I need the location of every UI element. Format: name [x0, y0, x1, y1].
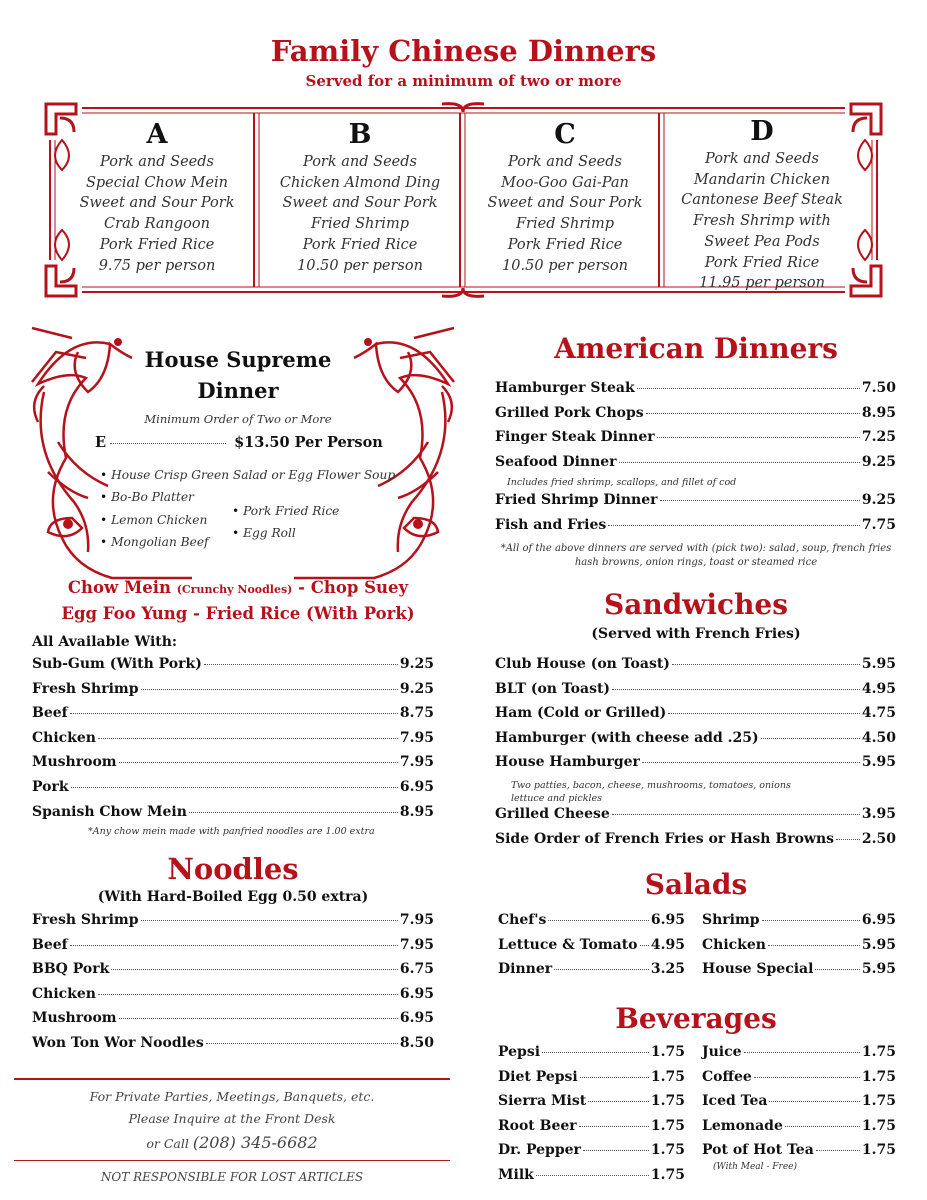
house-hamburger-note-line1: Two patties, bacon, cheese, mushrooms, tomatoes, onions — [511, 779, 791, 791]
dot-leader — [71, 787, 398, 788]
menu-row — [32, 705, 434, 730]
menu-item: Pork and Seeds — [100, 154, 214, 170]
menu-item: Sweet and Sour Pork — [79, 195, 235, 212]
item-name: Coffee — [702, 1068, 752, 1085]
dinner-price: 10.50 per person — [297, 257, 423, 274]
item-name: Lemonade — [702, 1117, 783, 1134]
item-price: 5.95 — [861, 936, 896, 953]
sandwiches-title: Sandwiches — [603, 588, 789, 621]
item-name: Finger Steak Dinner — [495, 429, 655, 446]
dot-leader — [111, 969, 398, 970]
item-price: 5.95 — [861, 656, 896, 672]
menu-row — [702, 937, 896, 962]
item-price: 1.75 — [650, 1166, 685, 1183]
house-supreme-letter: E — [95, 434, 107, 451]
item-price: 6.75 — [399, 961, 434, 978]
dot-leader — [70, 713, 398, 714]
menu-row — [495, 492, 896, 517]
item-name: Sub-Gum (With Pork) — [32, 656, 202, 672]
menu-row — [498, 937, 685, 962]
dot-leader — [612, 689, 860, 690]
house-supreme-item: • Lemon Chicken — [100, 513, 207, 527]
item-price: 1.75 — [650, 1142, 685, 1159]
american-note-line2: hash browns, onion rings, toast or steamed rice — [574, 557, 818, 568]
item-name: Lettuce & Tomato — [498, 936, 638, 953]
item-name: Side Order of French Fries or Hash Browns — [495, 830, 835, 847]
chow-mein-label: Chow Mein — [67, 578, 177, 597]
salads-right-list — [702, 912, 896, 986]
menu-row — [495, 380, 896, 405]
menu-row — [32, 1010, 434, 1035]
item-name: Pepsi — [498, 1044, 541, 1060]
item-name: Pot of Hot Tea — [702, 1142, 814, 1159]
item-price: 5.95 — [861, 754, 896, 771]
menu-row — [32, 1035, 434, 1060]
beverages-left-list — [498, 1044, 685, 1192]
menu-row — [702, 1118, 896, 1143]
item-price: 6.95 — [861, 912, 896, 928]
beverages-right-list — [702, 1044, 896, 1167]
menu-row — [495, 517, 896, 542]
item-price: 6.95 — [399, 778, 434, 795]
item-price: 8.95 — [861, 404, 896, 421]
menu-row — [32, 754, 434, 779]
item-name: Sierra Mist — [498, 1093, 587, 1110]
american-dinners-title: American Dinners — [554, 332, 838, 365]
noodles-list — [32, 912, 434, 1060]
item-name: Club House (on Toast) — [495, 656, 670, 672]
item-name: Beef — [32, 936, 68, 953]
item-name: Grilled Pork Chops — [495, 404, 644, 421]
dinner-letter: D — [750, 116, 774, 147]
dot-leader — [640, 945, 649, 946]
item-price: 1.75 — [861, 1093, 896, 1110]
dot-leader — [548, 920, 648, 921]
item-name: Chicken — [702, 936, 766, 953]
menu-row — [495, 806, 896, 831]
item-price: 9.25 — [861, 492, 896, 509]
dot-leader — [762, 920, 860, 921]
menu-row — [32, 804, 434, 829]
family-dinner-d — [672, 115, 852, 294]
seafood-note: Includes fried shrimp, scallops, and fillet of cod — [507, 477, 737, 489]
menu-row — [498, 1044, 685, 1069]
item-price: 7.95 — [399, 754, 434, 771]
dot-leader — [583, 1150, 649, 1151]
item-name: Chicken — [32, 985, 96, 1002]
family-dinners-subtitle: Served for a minimum of two or more — [305, 72, 622, 90]
dot-leader — [608, 525, 860, 526]
house-hamburger-note-line2: lettuce and pickles — [511, 792, 602, 804]
menu-row — [495, 754, 896, 779]
dot-leader — [816, 1150, 860, 1151]
item-name: Milk — [498, 1166, 534, 1183]
item-price: 8.50 — [399, 1034, 434, 1051]
item-price: 3.25 — [650, 961, 685, 978]
item-name: House Special — [702, 961, 814, 978]
noodles-subtitle: (With Hard-Boiled Egg 0.50 extra) — [97, 889, 369, 905]
footer-call-label: or Call — [146, 1136, 193, 1151]
american-dinners-note — [476, 542, 916, 570]
menu-item: Pork and Seeds — [303, 154, 417, 170]
dinner-letter: A — [146, 119, 168, 150]
footer-call — [14, 1133, 450, 1152]
menu-row — [498, 1167, 685, 1192]
item-name: Chicken — [32, 729, 96, 746]
dot-leader — [672, 664, 860, 665]
menu-row — [702, 1093, 896, 1118]
menu-item: Pork Fried Rice — [99, 236, 215, 253]
dot-leader — [554, 969, 649, 970]
sandwiches-subtitle: (Served with French Fries) — [591, 626, 801, 642]
item-name: BBQ Pork — [32, 961, 110, 978]
dot-leader — [646, 413, 860, 414]
menu-item: Special Chow Mein — [85, 174, 229, 191]
item-price: 6.95 — [650, 912, 685, 928]
item-name: Fish and Fries — [495, 516, 607, 533]
house-supreme-minimum: Minimum Order of Two or More — [144, 412, 332, 426]
item-price: 5.95 — [861, 961, 896, 978]
dot-leader — [785, 1126, 860, 1127]
item-price: 9.25 — [399, 680, 434, 697]
dot-leader — [754, 1077, 860, 1078]
salads-left-list — [498, 912, 685, 986]
item-price: 6.95 — [399, 1010, 434, 1027]
all-available-label: All Available With: — [32, 634, 178, 650]
item-price: 2.50 — [861, 830, 896, 847]
dot-leader — [119, 1018, 398, 1019]
american-note-line1: *All of the above dinners are served with (pick two): salad, soup, french fries — [500, 543, 892, 554]
dot-leader — [612, 814, 860, 815]
menu-row — [495, 405, 896, 430]
dot-leader — [836, 839, 860, 840]
dot-leader — [769, 1101, 859, 1102]
item-name: Juice — [702, 1044, 742, 1060]
menu-item: Sweet and Sour Pork — [487, 195, 643, 212]
menu-row — [32, 937, 434, 962]
house-supreme-price-row — [95, 434, 395, 451]
menu-item: Chicken Almond Ding — [279, 174, 441, 191]
dot-leader — [189, 812, 398, 813]
item-price: 1.75 — [861, 1044, 896, 1060]
menu-item: Pork and Seeds — [508, 154, 622, 170]
menu-row — [495, 730, 896, 755]
menu-row — [702, 1044, 896, 1069]
menu-row — [495, 656, 896, 681]
item-name: Shrimp — [702, 912, 760, 928]
item-name: Fried Shrimp Dinner — [495, 492, 658, 509]
dot-leader — [579, 1126, 649, 1127]
menu-row — [32, 681, 434, 706]
menu-row — [495, 705, 896, 730]
item-price: 4.50 — [861, 729, 896, 746]
dot-leader — [141, 920, 398, 921]
beverages-title: Beverages — [615, 1002, 777, 1035]
menu-item: Sweet Pea Pods — [704, 233, 820, 250]
item-price: 3.95 — [861, 805, 896, 822]
chow-mein-heading-line2: Egg Foo Yung - Fried Rice (With Pork) — [61, 604, 415, 623]
item-name: Dinner — [498, 961, 553, 978]
item-name: Ham (Cold or Grilled) — [495, 705, 667, 722]
item-price: 9.25 — [399, 656, 434, 672]
chop-suey-label: - Chop Suey — [292, 578, 409, 597]
house-supreme-item: • Bo-Bo Platter — [100, 490, 194, 504]
family-dinners-title: Family Chinese Dinners — [270, 34, 657, 68]
dot-leader — [588, 1101, 649, 1102]
menu-item: Moo-Goo Gai-Pan — [501, 174, 629, 191]
house-supreme-item: • Mongolian Beef — [100, 535, 209, 549]
menu-item: Crab Rangoon — [104, 216, 210, 233]
house-supreme-title-line2: Dinner — [197, 378, 279, 403]
item-price: 7.25 — [861, 429, 896, 446]
item-price: 1.75 — [861, 1117, 896, 1134]
house-hamburger-note — [511, 779, 896, 806]
menu-row — [32, 730, 434, 755]
family-dinner-a — [62, 118, 252, 276]
item-price: 4.75 — [861, 705, 896, 722]
family-dinner-b — [264, 118, 456, 276]
menu-row — [702, 961, 896, 986]
item-name: Won Ton Wor Noodles — [32, 1034, 204, 1051]
dot-leader — [815, 969, 859, 970]
menu-row — [495, 429, 896, 454]
dinner-price: 10.50 per person — [502, 257, 628, 274]
dot-leader — [761, 738, 860, 739]
house-supreme-title — [118, 344, 358, 406]
item-price: 1.75 — [650, 1117, 685, 1134]
dot-leader — [110, 443, 226, 444]
menu-row — [495, 454, 896, 479]
item-price: 8.75 — [399, 705, 434, 722]
menu-item: Pork Fried Rice — [302, 236, 418, 253]
lost-articles-notice: NOT RESPONSIBLE FOR LOST ARTICLES — [100, 1170, 364, 1184]
item-price: 1.75 — [650, 1093, 685, 1110]
dot-leader — [657, 437, 860, 438]
item-name: Spanish Chow Mein — [32, 803, 187, 820]
dot-leader — [637, 388, 860, 389]
sandwiches-list — [495, 656, 896, 855]
menu-row — [495, 831, 896, 856]
salads-title: Salads — [644, 868, 748, 901]
item-price: 1.75 — [650, 1044, 685, 1060]
item-price: 4.95 — [861, 680, 896, 697]
house-supreme-item: • House Crisp Green Salad or Egg Flower Soup — [100, 468, 395, 482]
dot-leader — [580, 1077, 649, 1078]
american-dinners-list — [495, 380, 896, 542]
menu-row — [32, 912, 434, 937]
dinner-price: 9.75 per person — [98, 257, 216, 274]
footer-divider-bottom — [14, 1160, 450, 1161]
menu-item: Cantonese Beef Steak — [681, 192, 843, 209]
item-price: 7.75 — [861, 516, 896, 533]
item-name: Mushroom — [32, 754, 117, 771]
menu-item: Pork and Seeds — [705, 151, 819, 167]
chow-mein-list — [32, 656, 434, 828]
family-dinner-c — [470, 118, 660, 276]
item-price: 1.75 — [861, 1068, 896, 1085]
dot-leader — [536, 1175, 649, 1176]
crunchy-noodles-label: (Crunchy Noodles) — [176, 583, 293, 596]
item-price: 7.95 — [399, 936, 434, 953]
item-name: Dr. Pepper — [498, 1142, 581, 1159]
dinner-price: 11.95 per person — [699, 275, 825, 292]
item-price: 7.50 — [861, 380, 896, 396]
item-name: Beef — [32, 705, 68, 722]
menu-row — [498, 961, 685, 986]
menu-item: Sweet and Sour Pork — [282, 195, 438, 212]
item-name: Seafood Dinner — [495, 453, 617, 470]
item-price: 8.95 — [399, 803, 434, 820]
house-supreme-item: • Pork Fried Rice — [232, 504, 339, 518]
item-price: 9.25 — [861, 453, 896, 470]
dot-leader — [204, 664, 398, 665]
footer-divider-top — [14, 1078, 450, 1080]
item-name: BLT (on Toast) — [495, 680, 611, 697]
hot-tea-note: (With Meal - Free) — [713, 1162, 798, 1172]
house-supreme-price: $13.50 Per Person — [234, 434, 383, 451]
item-name: House Hamburger — [495, 754, 640, 771]
menu-row — [498, 1118, 685, 1143]
dot-leader — [660, 500, 860, 501]
item-name: Grilled Cheese — [495, 805, 610, 822]
item-name: Fresh Shrimp — [32, 680, 139, 697]
house-supreme-title-line1: House Supreme — [144, 347, 332, 372]
menu-item: Fresh Shrimp with — [693, 213, 831, 230]
menu-row — [702, 912, 896, 937]
item-price: 1.75 — [861, 1142, 896, 1159]
dot-leader — [70, 945, 398, 946]
dot-leader — [619, 462, 860, 463]
item-price: 6.95 — [399, 985, 434, 1002]
menu-row — [32, 779, 434, 804]
footer-private-parties: For Private Parties, Meetings, Banquets, etc. — [89, 1089, 375, 1104]
menu-row — [498, 1069, 685, 1094]
item-name: Mushroom — [32, 1010, 117, 1027]
menu-row — [32, 961, 434, 986]
menu-row — [32, 986, 434, 1011]
noodles-title: Noodles — [167, 852, 299, 886]
chow-mein-note: *Any chow mein made with panfried noodles are 1.00 extra — [88, 826, 375, 837]
house-supreme-item: • Egg Roll — [232, 526, 296, 540]
item-name: Diet Pepsi — [498, 1068, 578, 1085]
item-name: Pork — [32, 778, 69, 795]
menu-row — [32, 656, 434, 681]
menu-row — [498, 912, 685, 937]
dinner-letter: C — [554, 119, 576, 150]
item-price: 7.95 — [399, 729, 434, 746]
chow-mein-heading-line1 — [0, 578, 476, 597]
dot-leader — [642, 762, 860, 763]
dot-leader — [98, 994, 398, 995]
dot-leader — [744, 1052, 860, 1053]
menu-row — [495, 681, 896, 706]
item-name: Hamburger (with cheese add .25) — [495, 729, 759, 746]
dot-leader — [119, 762, 398, 763]
dot-leader — [98, 738, 398, 739]
item-name: Root Beer — [498, 1117, 577, 1134]
menu-row — [498, 1142, 685, 1167]
item-name: Chef's — [498, 912, 547, 928]
dinner-letter: B — [348, 119, 372, 150]
item-price: 7.95 — [399, 912, 434, 928]
footer-inquire: Please Inquire at the Front Desk — [128, 1111, 336, 1126]
item-name: Iced Tea — [702, 1093, 768, 1110]
menu-item: Mandarin Chicken — [693, 171, 831, 188]
dot-leader — [206, 1043, 398, 1044]
dot-leader — [141, 689, 398, 690]
dot-leader — [668, 713, 860, 714]
dot-leader — [542, 1052, 649, 1053]
menu-item: Pork Fried Rice — [507, 236, 623, 253]
item-name: Hamburger Steak — [495, 380, 635, 396]
menu-row — [498, 1093, 685, 1118]
menu-item: Fried Shrimp — [516, 216, 614, 233]
phone-number: (208) 345-6682 — [192, 1133, 318, 1152]
menu-row — [702, 1069, 896, 1094]
item-name: Fresh Shrimp — [32, 912, 139, 928]
menu-item: Pork Fried Rice — [704, 254, 820, 271]
item-price: 1.75 — [650, 1068, 685, 1085]
menu-item: Fried Shrimp — [311, 216, 409, 233]
dot-leader — [768, 945, 860, 946]
item-price: 4.95 — [650, 936, 685, 953]
